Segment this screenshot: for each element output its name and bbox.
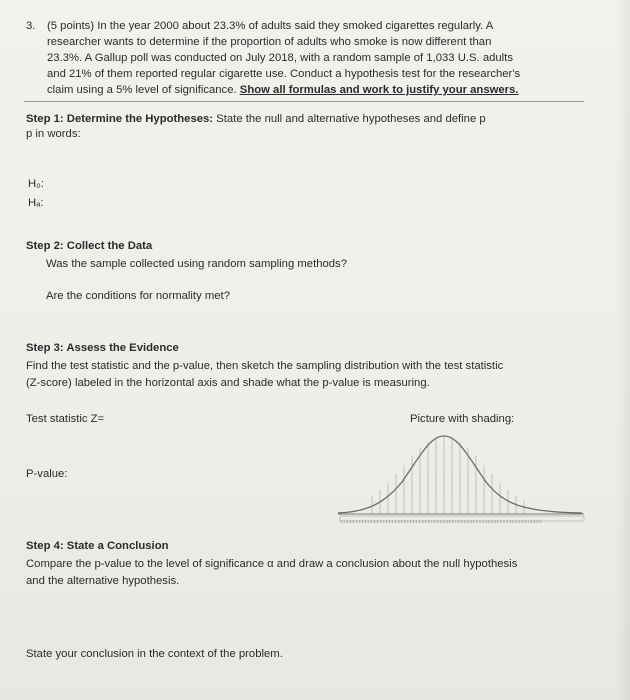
svg-text:ıııııııııııııııııııııııııııııı: ııııııııııııııııııııııııııııııııııııııııııııııııııııııııııııııııııı bbox=[340, 519, 542, 525]
axis-tick-marks bbox=[340, 516, 584, 525]
question-points: (5 points) bbox=[47, 20, 95, 32]
question-line-5 bbox=[47, 84, 519, 96]
normal-curve-diagram bbox=[336, 434, 586, 526]
question-text-2: researcher wants to determine if the proportion of adults who smoke is now different than bbox=[47, 36, 492, 48]
step4-heading: Step 4: State a Conclusion bbox=[26, 540, 169, 552]
ha-label: Hₐ: bbox=[28, 197, 44, 209]
step4-text-1: Compare the p-value to the level of significance α and draw a conclusion about the null hypothesis bbox=[26, 558, 518, 570]
step1-heading: Step 1: Determine the Hypotheses: bbox=[26, 113, 214, 125]
h0-label: H₀: bbox=[28, 178, 44, 190]
question-emphasis: Show all formulas and work to justify your answers. bbox=[239, 84, 519, 96]
step4-text-2: and the alternative hypothesis. bbox=[26, 575, 180, 587]
step2-question-1: Was the sample collected using random sampling methods? bbox=[46, 258, 347, 270]
divider bbox=[24, 101, 584, 102]
test-statistic-label: Test statistic Z= bbox=[26, 413, 105, 425]
question-text-1: In the year 2000 about 23.3% of adults said they smoked cigarettes regularly. A bbox=[97, 20, 494, 32]
question-text-4: and 21% of them reported regular cigarette use. Conduct a hypothesis test for the researcher's bbox=[47, 68, 521, 80]
page-shadow bbox=[616, 0, 630, 700]
step1-text-1: State the null and alternative hypotheses and define p bbox=[216, 113, 486, 125]
p-value-label: P-value: bbox=[26, 468, 68, 480]
picture-label: Picture with shading: bbox=[410, 413, 515, 425]
step3-heading: Step 3: Assess the Evidence bbox=[26, 342, 179, 354]
step1-text-2: p in words: bbox=[26, 128, 81, 140]
step3-text-1: Find the test statistic and the p-value, then sketch the sampling distribution with the test statistic bbox=[26, 360, 504, 372]
question-number: 3. bbox=[26, 20, 36, 32]
step4-context: State your conclusion in the context of the problem. bbox=[26, 648, 283, 660]
step2-question-2: Are the conditions for normality met? bbox=[46, 290, 230, 302]
curve-grid bbox=[372, 436, 524, 514]
question-text-3: 23.3%. A Gallup poll was conducted on July 2018, with a random sample of 1,033 U.S. adults bbox=[47, 52, 513, 64]
question-line-1 bbox=[47, 20, 493, 32]
step3-text-2: (Z-score) labeled in the horizontal axis and shade what the p-value is measuring. bbox=[26, 377, 430, 389]
step2-heading: Step 2: Collect the Data bbox=[26, 240, 153, 252]
step1-line-1 bbox=[26, 112, 486, 126]
question-text-5: claim using a 5% level of significance. bbox=[47, 84, 237, 96]
